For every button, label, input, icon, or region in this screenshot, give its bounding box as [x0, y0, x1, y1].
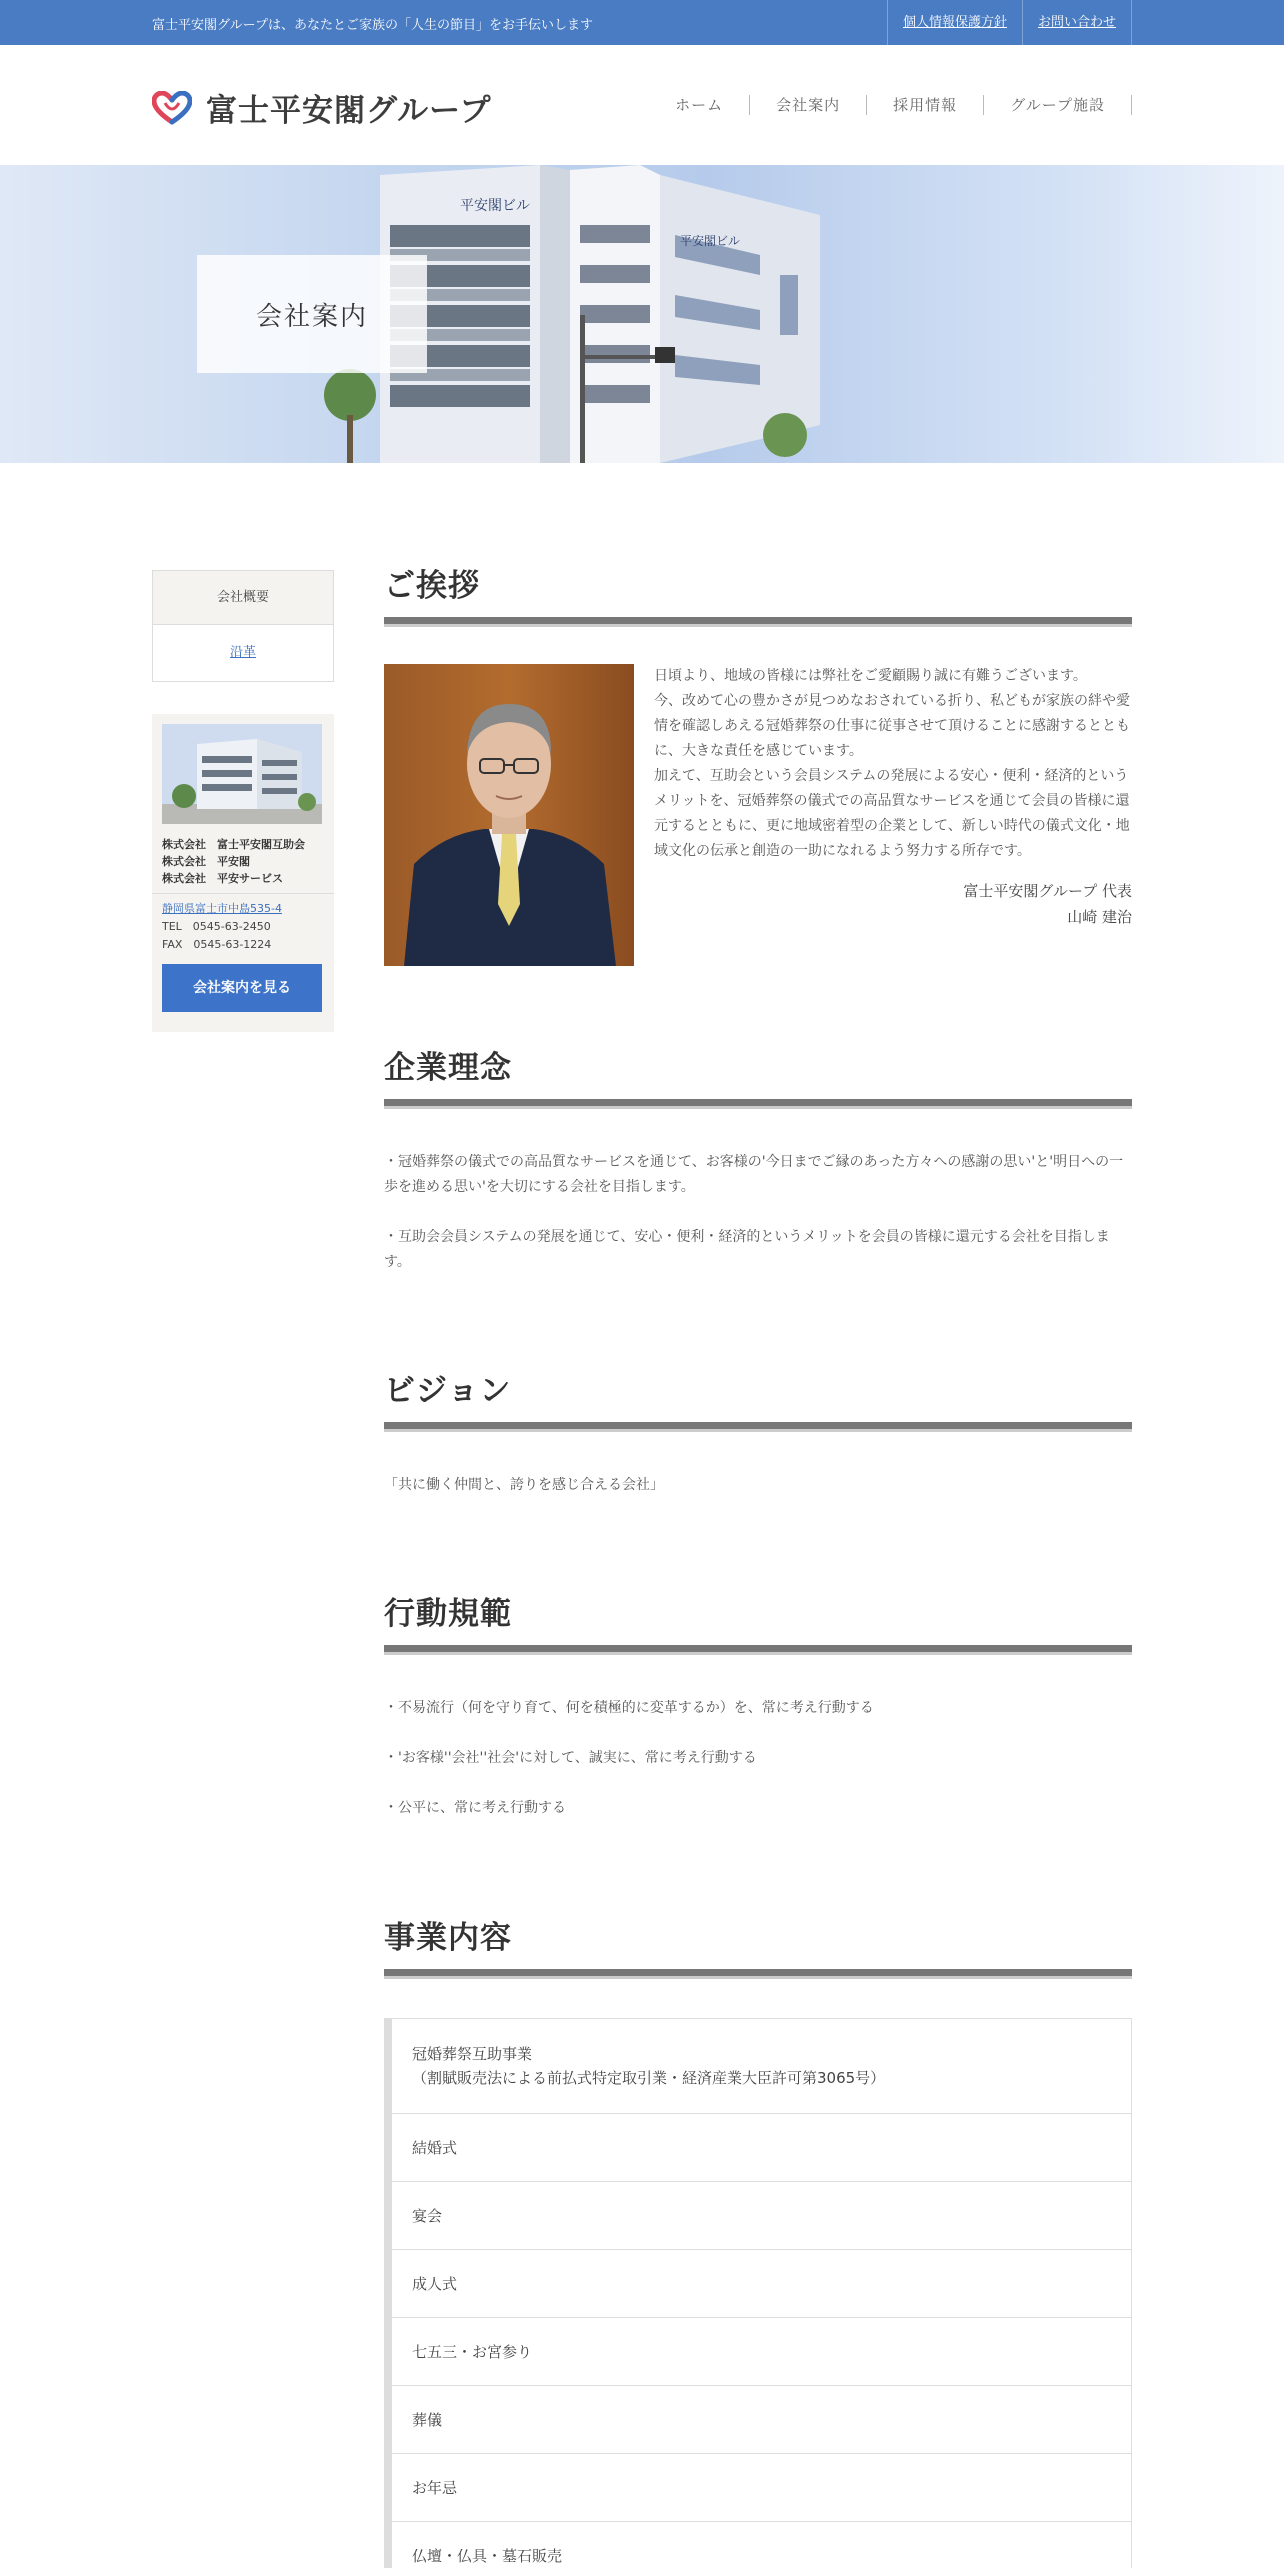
vision-section — [384, 1365, 1132, 1523]
privacy-policy-link[interactable]: 個人情報保護方針 — [887, 0, 1022, 45]
global-nav — [675, 95, 1132, 115]
list-item: 仏壇・仏具・墓石販売 — [392, 2522, 1131, 2568]
page-title: 会社案内 — [255, 301, 368, 332]
greeting-paragraph: 今、改めて心の豊かさが見つめなおされている折り、私どもが家族の絆や愛情を確認しあえる冠婚葬祭の仕事に従事させて頂けることに感謝するとともに、大きな責任を感じています。 — [654, 693, 1130, 759]
top-bar — [0, 0, 1284, 45]
hero-title-box — [197, 255, 427, 373]
sidebar-menu — [152, 570, 334, 682]
list-item: 宴会 — [392, 2182, 1131, 2250]
top-links — [887, 0, 1132, 45]
president-portrait — [384, 664, 634, 966]
greeting-signature — [654, 878, 1132, 930]
list-item: お年忌 — [392, 2454, 1131, 2522]
sidebar-menu-company-overview[interactable]: 会社概要 — [153, 571, 333, 625]
business-section — [384, 1912, 1132, 2568]
philosophy-item: ・互助会会員システムの発展を通じて、安心・便利・経済的というメリットを会員の皆様に還元する会社を目指します。 — [384, 1229, 1110, 1270]
list-item: 葬儀 — [392, 2386, 1131, 2454]
greeting-paragraph: 加えて、互助会という会員システムの発展による安心・便利・経済的というメリットを、冠婚葬祭の儀式での高品質なサービスを通じて会員の皆様に還元するとともに、更に地域密着型の企業として、新しい時代の儀式文化・地域文化の伝承と創造の一助になれるよう努力する所存です。 — [654, 768, 1130, 859]
signature-name: 山崎 建治 — [1067, 908, 1132, 926]
history-link[interactable]: 沿革 — [229, 645, 256, 660]
signature-title: 富士平安閣グループ 代表 — [963, 882, 1132, 900]
business-item-note: （割賦販売法による前払式特定取引業・経済産業大臣許可第3065号） — [412, 2069, 886, 2087]
logo-text: 富士平安閣グループ — [206, 93, 492, 129]
section-title-vision: ビジョン — [384, 1365, 1132, 1429]
sidebar-menu-history — [153, 625, 333, 681]
section-title-philosophy: 企業理念 — [384, 1042, 1132, 1106]
list-item: 七五三・お宮参り — [392, 2318, 1131, 2386]
company-name: 株式会社 平安閣 — [162, 855, 250, 868]
sidebar-company-box — [152, 714, 334, 1032]
business-item-label: 冠婚葬祭互助事業 — [412, 2045, 533, 2063]
list-item: 結婚式 — [392, 2114, 1131, 2182]
site-header — [0, 45, 1284, 165]
svg-text:平安閣ビル: 平安閣ビル — [680, 234, 741, 248]
company-contact — [162, 900, 324, 954]
nav-facilities[interactable]: グループ施設 — [984, 95, 1132, 115]
philosophy-section — [384, 1042, 1132, 1300]
divider — [152, 893, 334, 894]
address-link[interactable]: 静岡県富士市中島535-4 — [162, 902, 282, 915]
tel-number: TEL 0545-63-2450 — [162, 920, 271, 933]
hero-banner — [0, 165, 1284, 463]
svg-text:平安閣ビル: 平安閣ビル — [460, 198, 530, 214]
site-tagline: 富士平安閣グループは、あなたとご家族の「人生の節目」をお手伝いします — [152, 18, 593, 33]
nav-recruit[interactable]: 採用情報 — [867, 95, 984, 115]
section-title-conduct: 行動規範 — [384, 1588, 1132, 1652]
site-logo[interactable] — [152, 85, 492, 130]
vision-text: 「共に働く仲間と、誇りを感じ合える会社」 — [384, 1477, 664, 1493]
conduct-item: ・公平に、常に考え行動する — [384, 1800, 566, 1816]
company-brochure-button[interactable]: 会社案内を見る — [162, 964, 322, 1012]
company-building-thumbnail — [162, 724, 322, 824]
section-title-business: 事業内容 — [384, 1912, 1132, 1976]
contact-link[interactable]: お問い合わせ — [1022, 0, 1132, 45]
nav-company[interactable]: 会社案内 — [750, 95, 867, 115]
company-name: 株式会社 平安サービス — [162, 872, 283, 885]
philosophy-item: ・冠婚葬祭の儀式での高品質なサービスを通じて、お客様の'今日までご縁のあった方々への感謝の思い'と'明日への一歩を進める思い'を大切にする会社を目指します。 — [384, 1154, 1124, 1195]
logo-heart-icon — [152, 91, 192, 125]
greeting-paragraph: 日頃より、地域の皆様には弊社をご愛顧賜り誠に有難うございます。 — [654, 668, 1087, 684]
list-item: 成人式 — [392, 2250, 1131, 2318]
list-item — [392, 2019, 1131, 2114]
greeting-section — [384, 560, 1132, 966]
company-name: 株式会社 富士平安閣互助会 — [162, 838, 305, 851]
conduct-item: ・不易流行（何を守り育て、何を積極的に変革するか）を、常に考え行動する — [384, 1700, 874, 1716]
business-list — [384, 2018, 1132, 2568]
conduct-section — [384, 1588, 1132, 1846]
company-names — [162, 836, 324, 887]
section-title-greeting: ご挨拶 — [384, 560, 1132, 624]
fax-number: FAX 0545-63-1224 — [162, 938, 272, 951]
nav-home[interactable]: ホーム — [675, 95, 750, 115]
conduct-item: ・'お客様''会社''社会'に対して、誠実に、常に考え行動する — [384, 1750, 757, 1766]
